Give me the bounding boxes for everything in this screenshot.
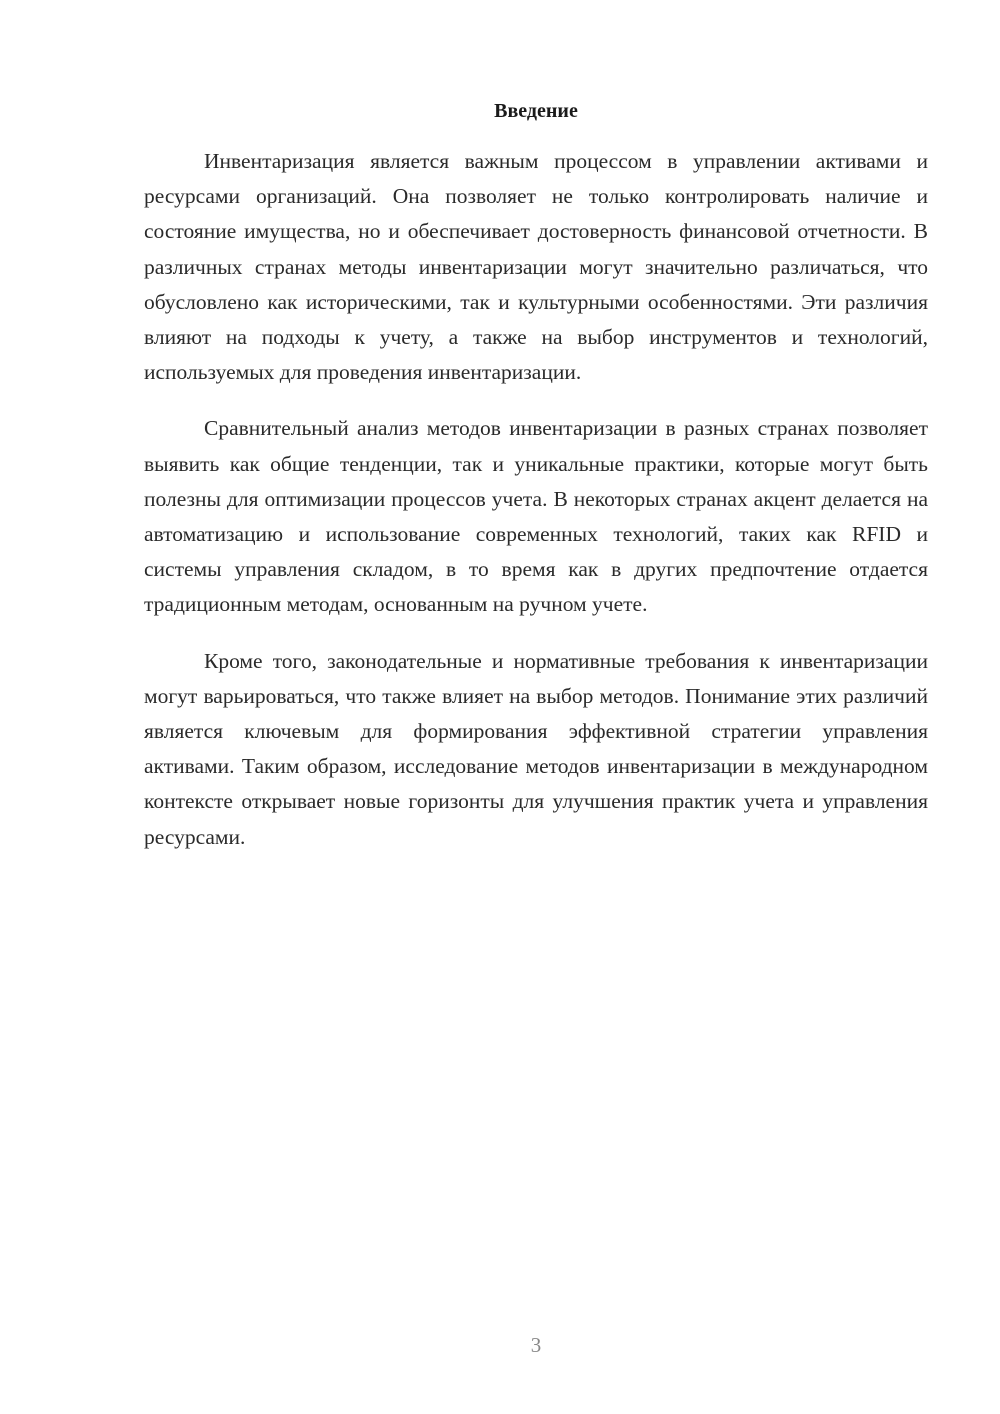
paragraph-1: Инвентаризация является важным процессом в управлении активами и ресурсами организаций. Она позволяет не только контролировать наличие и состояние имущества, но и обеспечивает достоверность финансовой отчетности. В различных странах методы инвентаризации могут значительно различаться, что обусловлено как историческими, так и культурными особенностями. Эти различия влияют на подходы к учету, а также на выбор инструментов и технологий, используемых для проведения инвентаризации. bbox=[144, 149, 928, 385]
page-number: 3 bbox=[530, 1333, 542, 1357]
paragraph-3: Кроме того, законодательные и нормативные требования к инвентаризации могут варьироваться, что также влияет на выбор методов. Понимание этих различий является ключевым для формирования эффективной стратегии управления активами. Таким образом, исследование методов инвентаризации в международном контексте открывает новые горизонты для улучшения практик учета и управления ресурсами. bbox=[144, 648, 928, 849]
section-title: Введение bbox=[494, 100, 578, 122]
document-body bbox=[144, 96, 928, 855]
paragraph-2: Сравнительный анализ методов инвентаризации в разных странах позволяет выявить как общие тенденции, так и уникальные практики, которые могут быть полезны для оптимизации процессов учета. В некоторых странах акцент делается на автоматизацию и использование современных технологий, таких как RFID и системы управления складом, в то время как в других предпочтение отдается традиционным методам, основанным на ручном учете. bbox=[144, 416, 928, 617]
